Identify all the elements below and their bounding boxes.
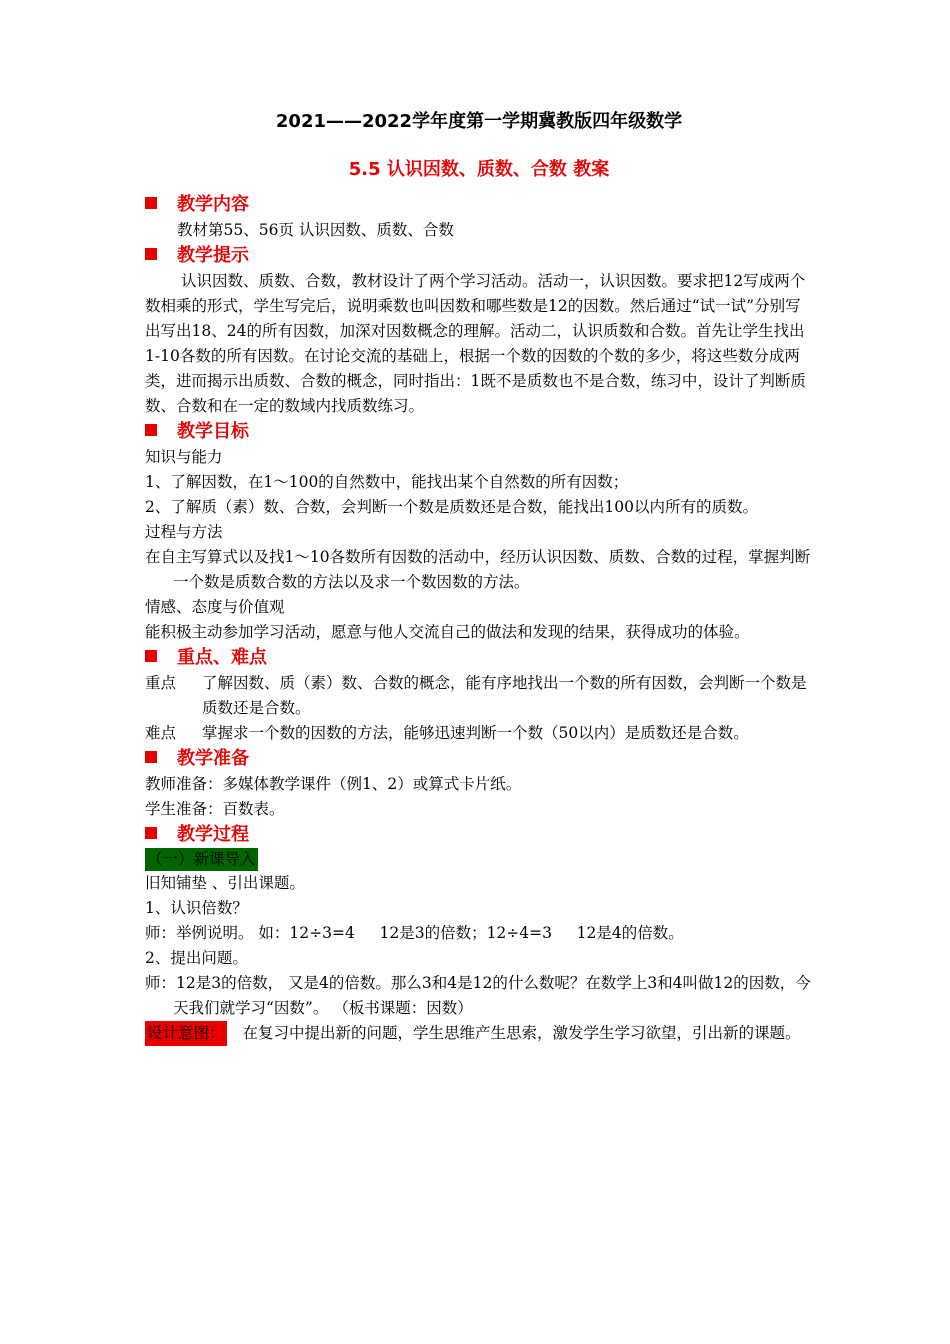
goal-process-1: 在自主写算式以及找1～10各数所有因数的活动中，经历认识因数、质数、合数的过程，掌握判断一个数是质数合数的方法以及求一个数因数的方法。 — [145, 548, 811, 591]
content-text: 教材第55、56页 认识因数、质数、合数 — [177, 221, 454, 239]
goal-knowledge-2: 2、了解质（素）数、合数，会判断一个数是质数还是合数，能找出100以内所有的质数。 — [145, 498, 758, 516]
process-line-5: 师：12是3的倍数， 又是4的倍数。那么3和4是12的什么数呢？在数学上3和4叫做12的因数，今天我们就学习“因数”。 （板书课题：因数） — [145, 974, 811, 1017]
goal-emotion-1: 能积极主动参加学习活动，愿意与他人交流自己的做法和发现的结果，获得成功的体验。 — [145, 623, 750, 641]
square-bullet-icon — [145, 248, 157, 260]
goal-emotion-title: 情感、态度与价值观 — [145, 598, 285, 616]
process-line-3: 师：举例说明。 如：12÷3=4 12是3的倍数；12÷4=3 12是4的倍数。 — [145, 924, 684, 942]
square-bullet-icon — [145, 424, 157, 436]
design-intent-tag: 设计意图： — [145, 1021, 227, 1046]
prep-student: 学生准备：百数表。 — [145, 800, 285, 818]
prep-teacher: 教师准备：多媒体教学课件（例1、2）或算式卡片纸。 — [145, 775, 522, 793]
section-heading-prep: 教学准备 — [145, 746, 813, 772]
section-heading-keypoints: 重点、难点 — [145, 645, 813, 671]
document-title: 2021——2022学年度第一学期冀教版四年级数学 — [275, 111, 683, 132]
section-heading-process: 教学过程 — [145, 822, 813, 848]
step-tag-intro: （一）新课导入 — [145, 848, 258, 871]
section-heading-content: 教学内容 — [145, 192, 813, 218]
design-intent — [145, 1021, 813, 1046]
section-heading-hint: 教学提示 — [145, 243, 813, 269]
section-heading-goals: 教学目标 — [145, 419, 813, 445]
hint-text: 认识因数、质数、合数，教材设计了两个学习活动。活动一，认识因数。要求把12写成两个数相乘的形式，学生写完后，说明乘数也叫因数和哪些数是12的因数。然后通过“试一试”分别写出写出18、24的所有因数，加深对因数概念的理解。活动二，认识质数和合数。首先让学生找出1-10各数的所有因数。在讨论交流的基础上，根据一个数的因数的个数的多少，将这些数分成两类，进而揭示出质数、合数的概念，同时指出：1既不是质数也不是合数，练习中，设计了判断质数、合数和在一定的数域内找质数练习。 — [145, 272, 806, 415]
document-subtitle: 5.5 认识因数、质数、合数 教案 — [348, 159, 610, 180]
process-line-1: 旧知铺垫 、引出课题。 — [145, 874, 305, 892]
square-bullet-icon — [145, 650, 157, 662]
goal-process-title: 过程与方法 — [145, 523, 223, 541]
key-point: 重点 了解因数、质（素）数、合数的概念，能有序地找出一个数的所有因数，会判断一个数是质数还是合数。 — [145, 674, 807, 717]
document-page — [145, 108, 813, 1046]
square-bullet-icon — [145, 197, 157, 209]
process-line-4: 2、提出问题。 — [145, 949, 248, 967]
goal-knowledge-title: 知识与能力 — [145, 448, 223, 466]
square-bullet-icon — [145, 827, 157, 839]
design-intent-text: 在复习中提出新的问题，学生思维产生思索，激发学生学习欲望，引出新的课题。 — [242, 1024, 801, 1042]
process-line-2: 1、认识倍数？ — [145, 899, 248, 917]
goal-knowledge-1: 1、了解因数，在1～100的自然数中，能找出某个自然数的所有因数； — [145, 473, 629, 491]
difficult-point: 难点 掌握求一个数的因数的方法，能够迅速判断一个数（50以内）是质数还是合数。 — [145, 724, 749, 742]
square-bullet-icon — [145, 751, 157, 763]
